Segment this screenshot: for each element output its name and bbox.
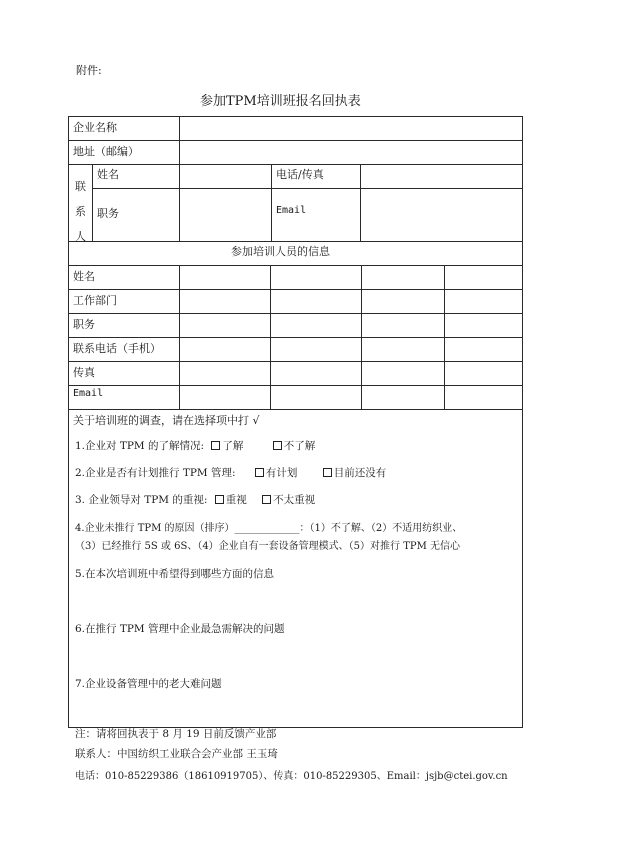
contact-name-label: 姓名 xyxy=(97,168,119,181)
checkbox-icon[interactable] xyxy=(215,495,224,504)
q2-option-not-yet[interactable]: 目前还没有 xyxy=(323,467,387,479)
survey-q1 xyxy=(75,438,315,453)
q1-option-not-understand[interactable]: 不了解 xyxy=(273,440,316,452)
contact-position-label: 职务 xyxy=(97,207,119,220)
contact-name-field[interactable] xyxy=(181,166,269,187)
survey-q4-line2: （3）已经推行 5S 或 6S、（4）企业自有一套设备管理模式、（5）对推行 TPM 无信心 xyxy=(75,541,461,552)
company-name-field[interactable] xyxy=(181,118,520,139)
survey-q5: 5.在本次培训班中希望得到哪些方面的信息 xyxy=(75,568,275,580)
survey-q6: 6.在推行 TPM 管理中企业最急需解决的问题 xyxy=(75,623,285,635)
footer-note: 注：请将回执表于 8 月 19 日前反馈产业部 xyxy=(75,728,277,740)
address-field[interactable] xyxy=(181,142,520,163)
attendee-name-label: 姓名 xyxy=(73,270,95,283)
company-name-label: 企业名称 xyxy=(73,121,117,134)
q1-option-understand[interactable]: 了解 xyxy=(211,440,243,452)
checkbox-icon[interactable] xyxy=(323,468,332,477)
phone-fax-label: 电话/传真 xyxy=(276,168,324,181)
survey-heading: 关于培训班的调查，请在选择项中打 √ xyxy=(73,414,260,427)
survey-q6-answer-area[interactable] xyxy=(75,637,515,673)
footer-contact: 联系人：中国纺织工业联合会产业部 王玉琦 xyxy=(75,748,278,760)
attendee-position-label: 职务 xyxy=(73,318,95,331)
footer-phone-line: 电话：010-85229386（18610919705）、传真：010-85229305、Email：jsjb@ctei.gov.cn xyxy=(75,771,508,782)
checkbox-icon[interactable] xyxy=(262,495,271,504)
q2-option-planned[interactable]: 有计划 xyxy=(255,467,298,479)
attendee-mobile-label: 联系电话（手机） xyxy=(73,342,161,355)
survey-q2 xyxy=(75,465,386,480)
attendee-section-heading: 参加培训人员的信息 xyxy=(231,245,330,258)
contact-position-field[interactable] xyxy=(181,190,269,240)
attendee-department-label: 工作部门 xyxy=(73,294,117,307)
contact-email-field[interactable] xyxy=(362,190,520,240)
attendee-email-label: Email xyxy=(73,388,104,399)
page-title: 参加TPM培训班报名回执表 xyxy=(200,94,361,109)
q2-label: 2.企业是否有计划推行 TPM 管理: xyxy=(75,467,236,479)
checkbox-icon[interactable] xyxy=(211,441,220,450)
attendee-fax-label: 传真 xyxy=(73,366,95,379)
survey-q7: 7.企业设备管理中的老大难问题 xyxy=(75,678,222,690)
address-label: 地址（邮编） xyxy=(73,145,139,158)
checkbox-icon[interactable] xyxy=(255,468,264,477)
q3-option-valued[interactable]: 重视 xyxy=(215,494,247,506)
survey-q3 xyxy=(75,492,315,507)
phone-fax-field[interactable] xyxy=(362,166,520,187)
survey-q7-answer-area[interactable] xyxy=(75,692,515,724)
checkbox-icon[interactable] xyxy=(273,441,282,450)
contact-email-label: Email xyxy=(276,205,307,216)
attachment-label: 附件: xyxy=(76,64,102,77)
survey-q5-answer-area[interactable] xyxy=(75,582,515,618)
q3-option-not-valued[interactable]: 不太重视 xyxy=(262,494,315,506)
q1-label: 1.企业对 TPM 的了解情况: xyxy=(75,440,205,452)
q3-label: 3. 企业领导对 TPM 的重视: xyxy=(75,494,208,506)
survey-q4-line1: 4.企业未推行 TPM 的原因（排序）_____________：（1）不了解、（2）不适用纺织业、 xyxy=(75,523,463,534)
